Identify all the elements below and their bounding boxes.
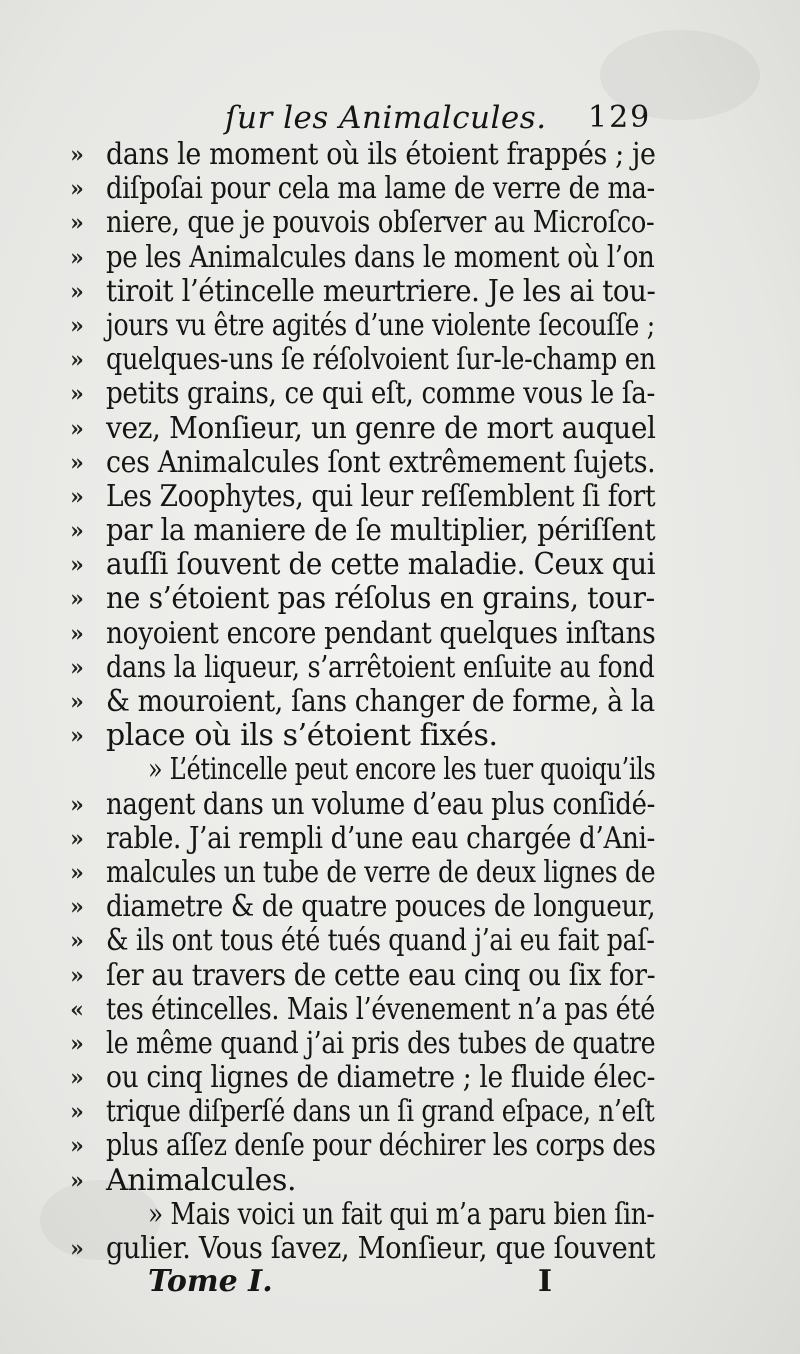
signature-mark: I	[538, 1264, 553, 1299]
quote-mark: »	[70, 825, 84, 852]
text-line	[0, 719, 800, 753]
line-text: petits grains, ce qui eſt, comme vous le ſa-	[106, 376, 656, 412]
line-text: auſſi ſouvent de cette maladie. Ceux qui	[106, 547, 656, 583]
quote-mark: »	[70, 620, 84, 647]
page-number: 129	[588, 100, 652, 135]
line-text: tiroit l’étincelle meurtriere. Je les ai tou-	[106, 273, 656, 309]
quote-mark: »	[70, 244, 84, 271]
quote-mark: »	[70, 791, 84, 818]
text-line	[0, 138, 800, 172]
quote-mark: «	[70, 996, 84, 1023]
line-text: quelques-uns ſe réſolvoient ſur-le-champ en	[106, 342, 656, 378]
line-text: plus aſſez denſe pour déchirer les corps des	[106, 1128, 656, 1164]
quote-mark: »	[70, 928, 84, 955]
text-line	[0, 206, 800, 240]
line-text: » L’étincelle peut encore les tuer quoiqu’ils	[148, 752, 656, 788]
line-text: diſpoſai pour cela ma lame de verre de ma-	[106, 171, 655, 207]
text-line	[0, 617, 800, 651]
text-line	[0, 446, 800, 480]
quote-mark: »	[70, 1030, 84, 1057]
line-text: Les Zoophytes, qui leur reſſemblent ſi fort	[106, 478, 656, 514]
quote-mark: »	[70, 518, 84, 545]
line-text: ſer au travers de cette eau cinq ou ſix for-	[106, 957, 656, 993]
text-line	[0, 412, 800, 446]
page-footer	[0, 1264, 800, 1304]
line-text: diametre & de quatre pouces de longueur,	[106, 889, 656, 925]
text-line	[0, 1061, 800, 1095]
line-text: dans la liqueur, s’arrêtoient enſuite au fond	[106, 649, 655, 685]
quote-mark: »	[70, 415, 84, 442]
text-line	[0, 856, 800, 890]
line-text: & ils ont tous été tués quand j’ai eu fait paſ-	[106, 923, 655, 959]
line-text: niere, que je pouvois obſerver au Microſco-	[106, 205, 655, 241]
line-text: gulier. Vous ſavez, Monſieur, que ſouvent	[106, 1231, 656, 1266]
line-text: rable. J’ai rempli d’une eau chargée d’Ani-	[106, 820, 656, 856]
line-text: jours vu être agités d’une violente ſecouſſe ;	[106, 307, 655, 343]
quote-mark: »	[70, 689, 84, 715]
volume-label: Tome I.	[148, 1264, 273, 1299]
line-text: pe les Animalcules dans le moment où l’on	[106, 239, 655, 275]
quote-mark: »	[70, 859, 84, 886]
quote-mark: »	[70, 347, 84, 374]
text-line	[0, 993, 800, 1027]
quote-mark: »	[70, 1133, 84, 1160]
line-text: place où ils s’étoient fixés.	[106, 718, 498, 754]
quote-mark: »	[70, 723, 84, 750]
quote-mark: »	[70, 586, 84, 613]
text-line	[0, 959, 800, 993]
line-text: trique diſperſé dans un ſi grand eſpace, n’eſt	[106, 1094, 655, 1130]
line-text: ces Animalcules ſont extrêmement ſujets.	[106, 444, 656, 480]
line-text: tes étincelles. Mais l’évenement n’a pas été	[106, 991, 655, 1027]
quote-mark: »	[70, 654, 84, 681]
text-line	[0, 309, 800, 343]
text-line	[0, 275, 800, 309]
text-line	[0, 753, 800, 787]
quote-mark: »	[70, 894, 84, 921]
line-text: noyoient encore pendant quelques inſtans	[106, 615, 656, 651]
text-line	[0, 822, 800, 856]
text-line	[0, 685, 800, 719]
text-line	[0, 548, 800, 582]
text-line	[0, 480, 800, 514]
line-text: vez, Monſieur, un genre de mort auquel	[106, 410, 656, 446]
body-text	[0, 138, 800, 1266]
line-text: Animalcules.	[106, 1162, 297, 1198]
text-line	[0, 1198, 800, 1232]
text-line	[0, 1164, 800, 1198]
quote-mark: »	[70, 278, 84, 305]
quote-mark: »	[70, 142, 84, 168]
text-line	[0, 1232, 800, 1266]
quote-mark: »	[70, 552, 84, 579]
quote-mark: »	[70, 1065, 84, 1092]
quote-mark: »	[70, 381, 84, 408]
text-line	[0, 1095, 800, 1129]
text-line	[0, 172, 800, 206]
line-text: malcules un tube de verre de deux lignes de	[106, 854, 656, 890]
line-text: & mouroient, ſans changer de forme, à la	[106, 684, 655, 719]
text-line	[0, 241, 800, 275]
line-text: ne s’étoient pas réſolus en grains, tour-	[106, 581, 655, 617]
text-line	[0, 514, 800, 548]
text-line	[0, 788, 800, 822]
text-line	[0, 1129, 800, 1163]
quote-mark: »	[70, 962, 84, 989]
line-text: nagent dans un volume d’eau plus conſidé-	[106, 786, 655, 822]
running-title: ſur les Animalcules.	[225, 100, 547, 136]
quote-mark: »	[70, 1099, 84, 1126]
text-line	[0, 890, 800, 924]
text-line	[0, 1027, 800, 1061]
quote-mark: »	[70, 176, 84, 203]
text-line	[0, 651, 800, 685]
text-line	[0, 582, 800, 616]
line-text: ou cinq lignes de diametre ; le fluide élec-	[106, 1060, 656, 1096]
line-text: le même quand j’ai pris des tubes de quatre	[106, 1025, 656, 1061]
quote-mark: »	[70, 449, 84, 476]
quote-mark: »	[70, 210, 84, 237]
text-line	[0, 377, 800, 411]
quote-mark: »	[70, 1167, 84, 1194]
line-text: » Mais voici un fait qui m’a paru bien ſin-	[148, 1196, 655, 1232]
line-text: par la maniere de ſe multiplier, périſſent	[106, 513, 656, 549]
text-line	[0, 343, 800, 377]
quote-mark: »	[70, 483, 84, 510]
quote-mark: »	[70, 1236, 84, 1262]
line-text: dans le moment où ils étoient frappés ; je	[106, 137, 656, 172]
quote-mark: »	[70, 312, 84, 339]
text-line	[0, 924, 800, 958]
